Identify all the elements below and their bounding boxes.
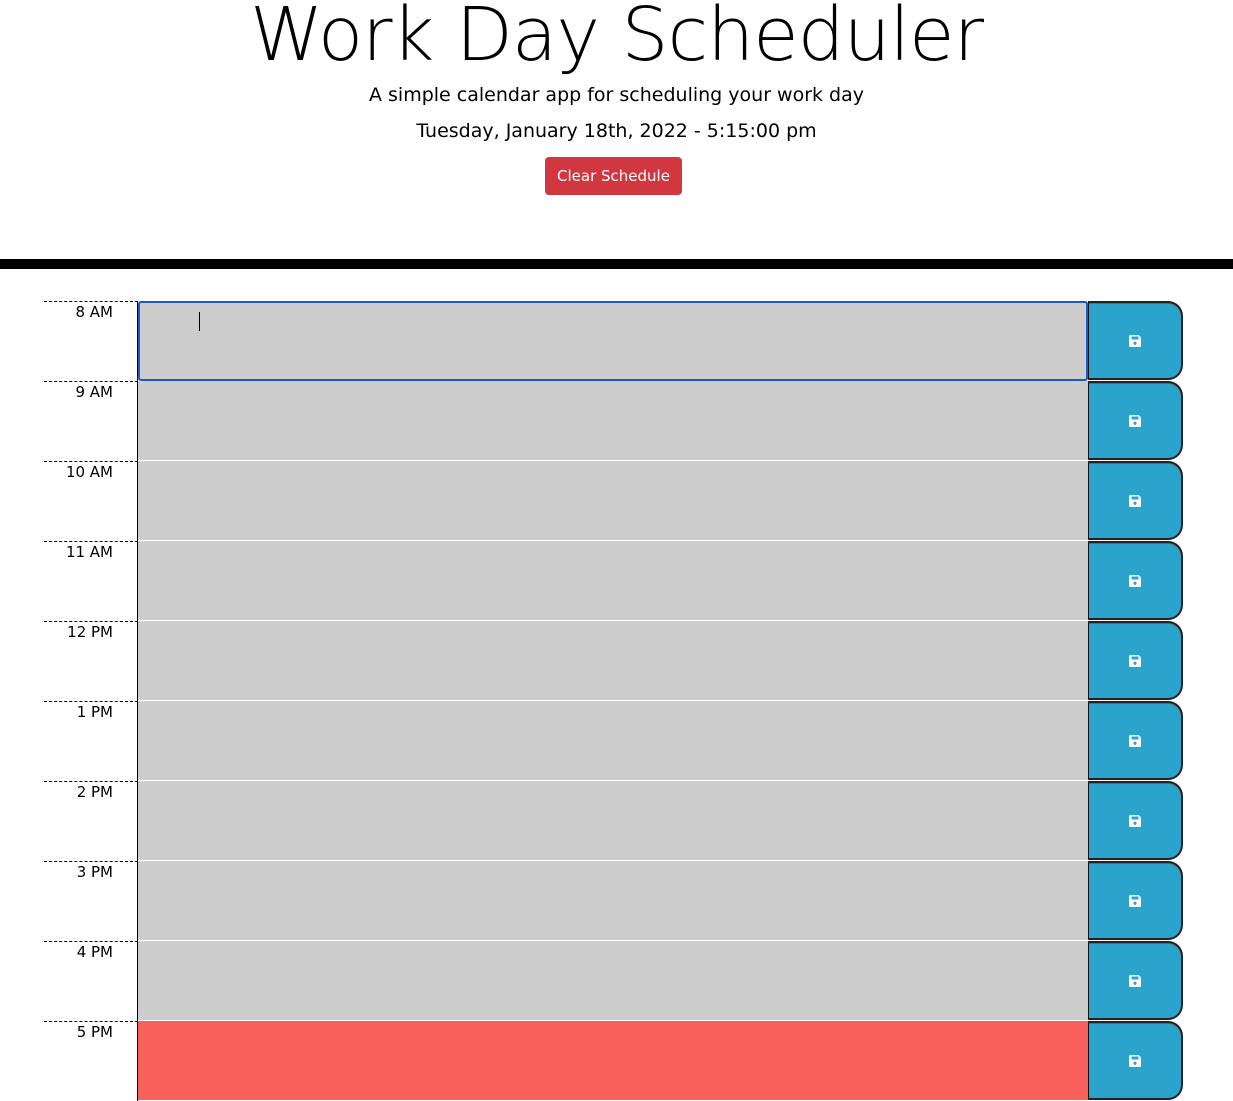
event-description-input[interactable] bbox=[138, 301, 1088, 381]
save-button[interactable] bbox=[1088, 781, 1183, 860]
hour-label: 12 PM bbox=[44, 621, 138, 701]
hour-label: 3 PM bbox=[44, 861, 138, 941]
time-block-row bbox=[44, 381, 1184, 461]
save-button[interactable] bbox=[1088, 1021, 1183, 1100]
time-block-row bbox=[44, 301, 1184, 381]
page-title: Work Day Scheduler bbox=[249, 0, 984, 78]
hour-label: 11 AM bbox=[44, 541, 138, 621]
floppy-disk-icon bbox=[1128, 734, 1142, 748]
event-description-input[interactable] bbox=[138, 941, 1088, 1021]
event-description-input[interactable] bbox=[138, 701, 1088, 781]
hour-label: 5 PM bbox=[44, 1021, 138, 1101]
event-description-input[interactable] bbox=[138, 1021, 1088, 1101]
floppy-disk-icon bbox=[1128, 494, 1142, 508]
floppy-disk-icon bbox=[1128, 334, 1142, 348]
floppy-disk-icon bbox=[1128, 894, 1142, 908]
save-button[interactable] bbox=[1088, 381, 1183, 460]
hour-label: 1 PM bbox=[44, 701, 138, 781]
subtitle: A simple calendar app for scheduling your work day bbox=[368, 84, 865, 106]
save-button[interactable] bbox=[1088, 861, 1183, 940]
hour-label: 9 AM bbox=[44, 381, 138, 461]
event-description-input[interactable] bbox=[138, 781, 1088, 861]
floppy-disk-icon bbox=[1128, 814, 1142, 828]
time-block-row bbox=[44, 541, 1184, 621]
floppy-disk-icon bbox=[1128, 1054, 1142, 1068]
event-description-input[interactable] bbox=[138, 461, 1088, 541]
time-block-row bbox=[44, 461, 1184, 541]
save-button[interactable] bbox=[1088, 461, 1183, 540]
time-block-list bbox=[44, 301, 1184, 1101]
current-date-time: Tuesday, January 18th, 2022 - 5:15:00 pm bbox=[416, 120, 817, 142]
time-block-row bbox=[44, 701, 1184, 781]
floppy-disk-icon bbox=[1128, 654, 1142, 668]
header bbox=[0, 0, 1233, 259]
time-block-row bbox=[44, 1021, 1184, 1101]
clear-schedule-button[interactable]: Clear Schedule bbox=[545, 157, 682, 195]
hour-label: 8 AM bbox=[44, 301, 138, 381]
save-button[interactable] bbox=[1088, 621, 1183, 700]
event-description-input[interactable] bbox=[138, 861, 1088, 941]
floppy-disk-icon bbox=[1128, 974, 1142, 988]
event-description-input[interactable] bbox=[138, 381, 1088, 461]
floppy-disk-icon bbox=[1128, 574, 1142, 588]
save-button[interactable] bbox=[1088, 301, 1183, 380]
time-block-row bbox=[44, 941, 1184, 1021]
event-description-input[interactable] bbox=[138, 621, 1088, 701]
event-description-input[interactable] bbox=[138, 541, 1088, 621]
floppy-disk-icon bbox=[1128, 414, 1142, 428]
hour-label: 2 PM bbox=[44, 781, 138, 861]
time-block-row bbox=[44, 861, 1184, 941]
text-caret bbox=[199, 312, 200, 331]
header-divider bbox=[0, 259, 1233, 269]
save-button[interactable] bbox=[1088, 701, 1183, 780]
time-block-row bbox=[44, 781, 1184, 861]
hour-label: 10 AM bbox=[44, 461, 138, 541]
hour-label: 4 PM bbox=[44, 941, 138, 1021]
save-button[interactable] bbox=[1088, 541, 1183, 620]
save-button[interactable] bbox=[1088, 941, 1183, 1020]
time-block-row bbox=[44, 621, 1184, 701]
